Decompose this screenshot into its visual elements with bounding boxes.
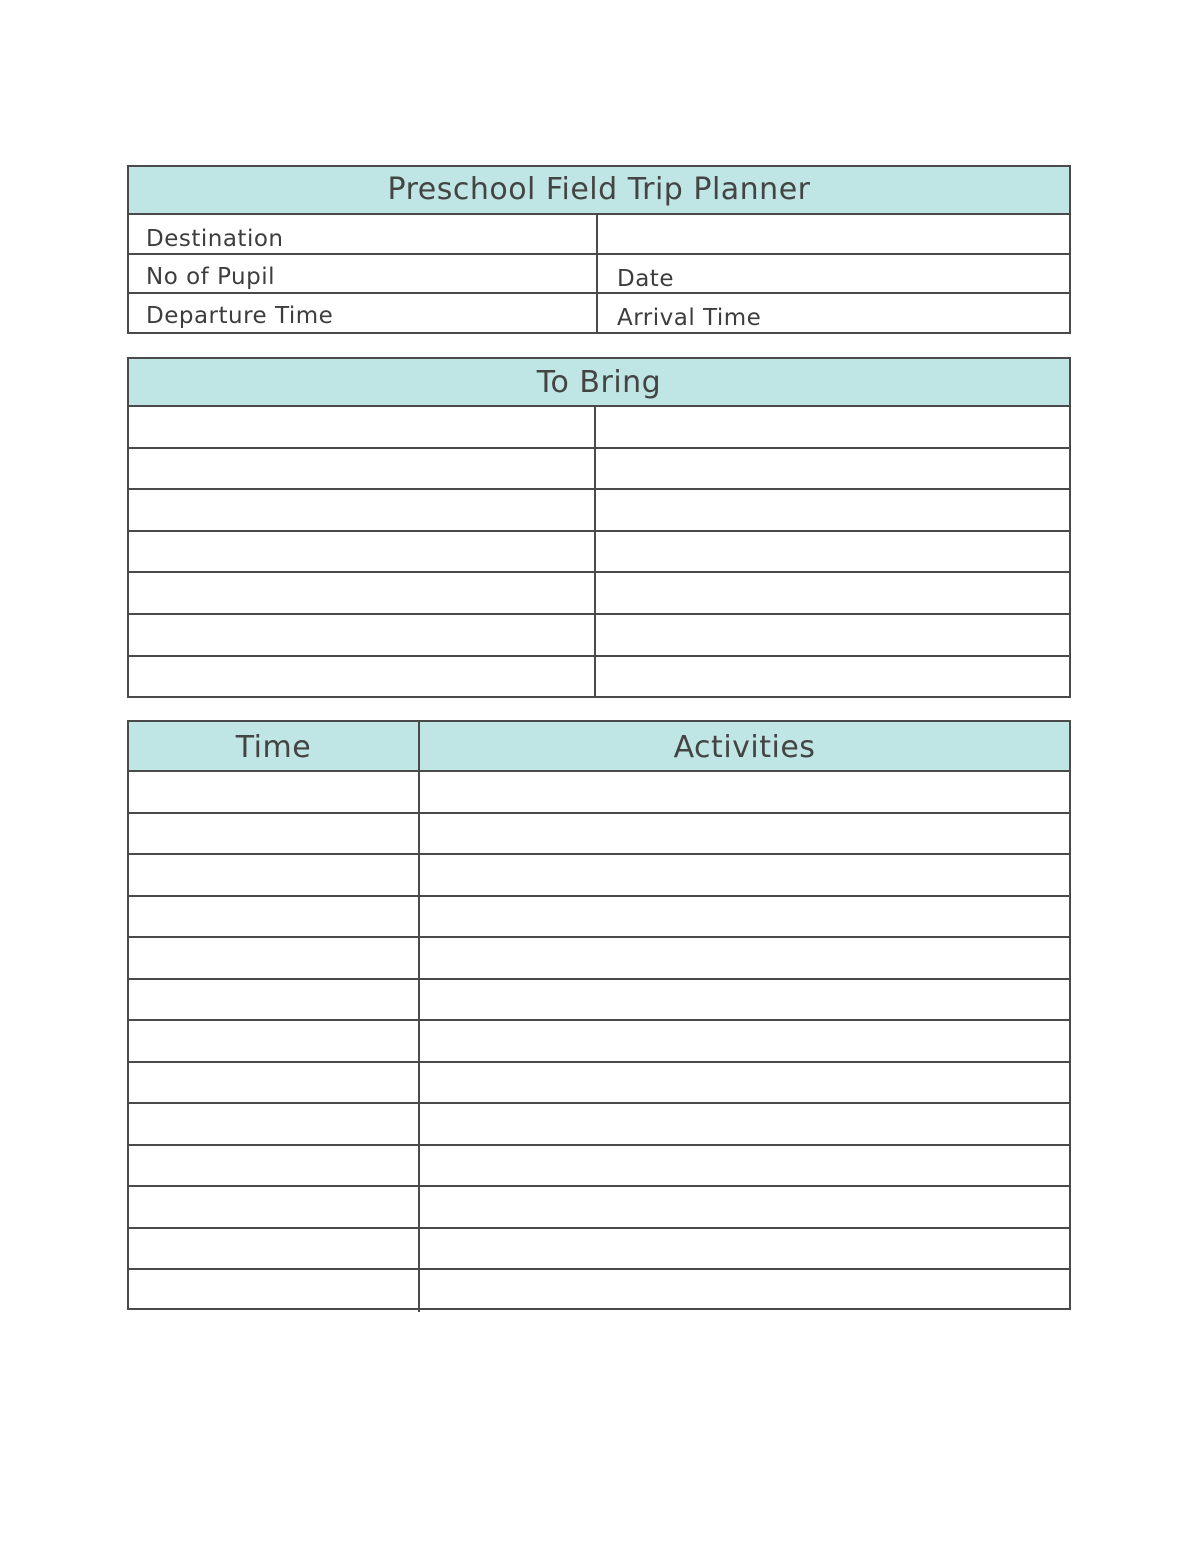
time-cell[interactable] — [129, 1187, 418, 1227]
time-cell[interactable] — [129, 1146, 418, 1186]
to-bring-cell[interactable] — [594, 615, 1069, 655]
planner-title: Preschool Field Trip Planner — [129, 167, 1069, 215]
time-cell[interactable] — [129, 1063, 418, 1103]
to-bring-row — [129, 615, 1069, 657]
to-bring-row — [129, 657, 1069, 699]
activity-cell[interactable] — [418, 1187, 1069, 1227]
to-bring-cell[interactable] — [594, 532, 1069, 572]
time-cell[interactable] — [129, 897, 418, 937]
activity-cell[interactable] — [418, 1146, 1069, 1186]
schedule-row — [129, 772, 1069, 814]
departure-time-label: Departure Time — [146, 303, 334, 329]
activity-cell[interactable] — [418, 772, 1069, 812]
to-bring-row — [129, 490, 1069, 532]
to-bring-row — [129, 532, 1069, 574]
activity-cell[interactable] — [418, 1229, 1069, 1269]
time-cell[interactable] — [129, 1229, 418, 1269]
to-bring-cell[interactable] — [129, 532, 594, 572]
activity-cell[interactable] — [418, 814, 1069, 854]
to-bring-cell[interactable] — [594, 407, 1069, 447]
time-cell[interactable] — [129, 1104, 418, 1144]
to-bring-row — [129, 407, 1069, 449]
schedule-row — [129, 1146, 1069, 1188]
time-cell[interactable] — [129, 1270, 418, 1312]
to-bring-cell[interactable] — [129, 490, 594, 530]
to-bring-cell[interactable] — [129, 449, 594, 489]
arrival-time-label: Arrival Time — [596, 294, 1069, 332]
destination-row — [129, 215, 1069, 255]
time-cell[interactable] — [129, 772, 418, 812]
schedule-row — [129, 938, 1069, 980]
activity-cell[interactable] — [418, 1270, 1069, 1312]
planner-info-table — [127, 165, 1071, 334]
to-bring-cell[interactable] — [129, 615, 594, 655]
activity-cell[interactable] — [418, 1021, 1069, 1061]
schedule-row — [129, 1229, 1069, 1271]
to-bring-cell[interactable] — [129, 573, 594, 613]
activity-cell[interactable] — [418, 1063, 1069, 1103]
destination-field[interactable] — [596, 215, 1069, 253]
schedule-table — [127, 720, 1071, 1310]
schedule-row — [129, 1187, 1069, 1229]
time-cell[interactable] — [129, 938, 418, 978]
to-bring-cell[interactable] — [594, 490, 1069, 530]
to-bring-cell[interactable] — [594, 449, 1069, 489]
times-row — [129, 294, 1069, 332]
schedule-row — [129, 1104, 1069, 1146]
schedule-header-row — [129, 722, 1069, 772]
destination-label: Destination — [146, 226, 284, 252]
activity-cell[interactable] — [418, 855, 1069, 895]
activity-cell[interactable] — [418, 938, 1069, 978]
schedule-row — [129, 1021, 1069, 1063]
time-cell[interactable] — [129, 1021, 418, 1061]
pupils-label: No of Pupil — [146, 264, 275, 290]
activity-cell[interactable] — [418, 897, 1069, 937]
to-bring-cell[interactable] — [594, 657, 1069, 699]
activities-header: Activities — [418, 722, 1069, 770]
schedule-row — [129, 1063, 1069, 1105]
time-header: Time — [235, 730, 312, 765]
time-cell[interactable] — [129, 855, 418, 895]
to-bring-table — [127, 357, 1071, 698]
schedule-row — [129, 980, 1069, 1022]
time-cell[interactable] — [129, 980, 418, 1020]
to-bring-row — [129, 573, 1069, 615]
schedule-row — [129, 897, 1069, 939]
to-bring-row — [129, 449, 1069, 491]
to-bring-cell[interactable] — [129, 657, 594, 699]
to-bring-cell[interactable] — [594, 573, 1069, 613]
activity-cell[interactable] — [418, 980, 1069, 1020]
to-bring-title: To Bring — [129, 359, 1069, 407]
schedule-row — [129, 1270, 1069, 1312]
time-cell[interactable] — [129, 814, 418, 854]
activity-cell[interactable] — [418, 1104, 1069, 1144]
schedule-row — [129, 855, 1069, 897]
pupils-date-row — [129, 255, 1069, 294]
to-bring-cell[interactable] — [129, 407, 594, 447]
date-label: Date — [596, 255, 1069, 292]
schedule-row — [129, 814, 1069, 856]
